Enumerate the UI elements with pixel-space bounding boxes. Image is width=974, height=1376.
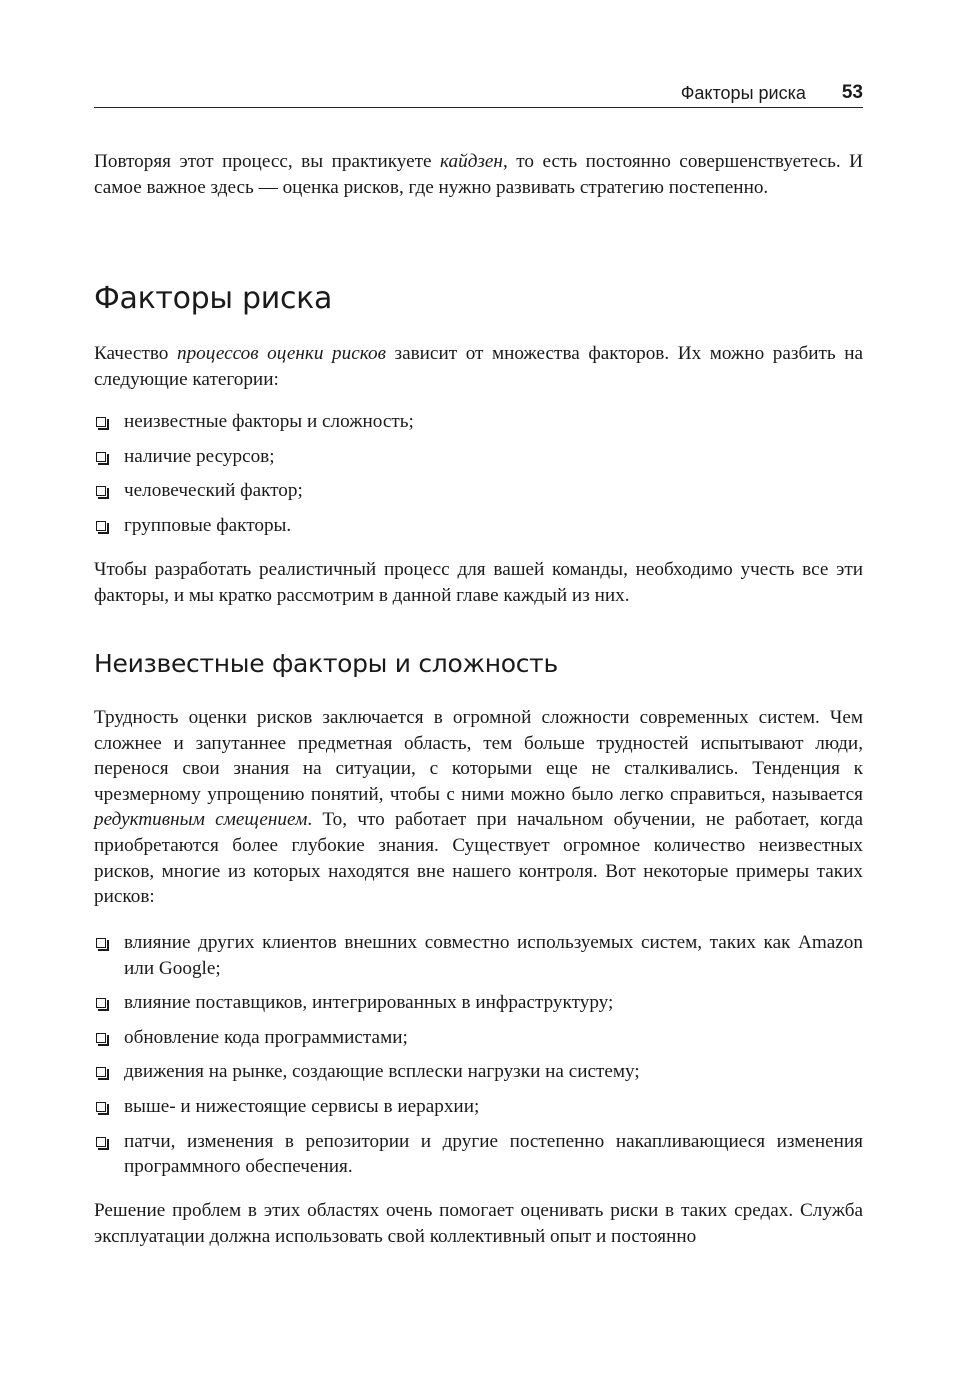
list-item <box>94 513 863 539</box>
list-item-text: наличие ресурсов; <box>124 445 275 467</box>
page-number: 53 <box>841 82 863 103</box>
list-item <box>94 1129 863 1180</box>
list-item-text: неизвестные факторы и сложность; <box>124 411 414 432</box>
list-item-text: человеческий фактор; <box>124 480 303 502</box>
section1-paragraph-1 <box>94 341 863 392</box>
subsection-title: Неизвестные факторы и сложность <box>94 649 558 678</box>
section2-paragraph-2: Решение проблем в этих областях очень помогает оценивать риски в таких средах. Служба эксплуатации должна использовать свой коллективный опыт и постоянно <box>94 1200 863 1247</box>
section-risk-factors <box>94 281 863 317</box>
running-title: Факторы риска <box>680 83 806 103</box>
section2-paragraph-1 <box>94 705 863 910</box>
s2-text-2: . То, что работает при начальном обучении, не работает, когда приобретаются более глубокие знания. Существует огромное количество неизвестных рисков, многие из которых находятся вне нашего контроля. Вот некоторые примеры таких рисков: <box>94 809 864 908</box>
intro-text-1: Повторяя этот процесс, вы практикуете <box>94 151 441 172</box>
list-item-text: групповые факторы. <box>124 514 292 536</box>
intro-emphasis: кайдзен <box>440 151 503 172</box>
checkbox-bullet-icon <box>96 1102 106 1112</box>
list-item-text: выше- и нижестоящие сервисы в иерархии; <box>124 1095 480 1117</box>
checkbox-bullet-icon <box>96 1137 106 1147</box>
section-unknowns <box>94 648 863 680</box>
list-item <box>94 409 863 435</box>
list-item-text: патчи, изменения в репозитории и другие постепенно накапливающиеся изменения программного обеспечения. <box>124 1130 863 1178</box>
checkbox-bullet-icon <box>96 486 106 496</box>
list-item <box>94 1025 863 1051</box>
intro-paragraph <box>94 149 863 200</box>
list-item <box>94 1094 863 1120</box>
section-title: Факторы риска <box>94 281 333 316</box>
list-item <box>94 444 863 470</box>
section1-list <box>94 409 863 538</box>
s2-emphasis: редуктивным смещением <box>94 809 308 831</box>
list-item-text: обновление кода программистами; <box>124 1026 408 1048</box>
section2-body <box>94 705 863 910</box>
checkbox-bullet-icon <box>96 938 106 948</box>
list-item <box>94 930 863 981</box>
s2-text-1: Трудность оценки рисков заключается в огромной сложности современных систем. Чем сложнее и запутаннее предметная область, тем больше трудностей испытывают люди, перенося свои знания на ситуации, с которыми еще не сталкивались. Тенденция к чрезмерному упрощению понятий, чтобы с ними можно было легко справиться, называется <box>94 707 863 805</box>
s1-emphasis: процессов оценки рисков <box>176 343 386 364</box>
checkbox-bullet-icon <box>96 452 106 462</box>
list-item <box>94 1059 863 1085</box>
list-item-text: влияние поставщиков, интегрированных в инфраструктуру; <box>124 992 614 1014</box>
s1-text-1: Качество <box>94 343 177 364</box>
section2-list <box>94 930 863 1180</box>
section1-body <box>94 341 863 392</box>
list-item <box>94 478 863 504</box>
intro-block <box>94 149 863 200</box>
section1-paragraph-2: Чтобы разработать реалистичный процесс для вашей команды, необходимо учесть все эти факторы, и мы кратко рассмотрим в данной главе каждый из них. <box>94 559 863 606</box>
intro-text-2: , то есть постоянно совершенствуетесь. И самое важное здесь — оценка рисков, где нужно развивать стратегию постепенно. <box>94 151 863 198</box>
running-header <box>94 80 863 108</box>
checkbox-bullet-icon <box>96 1033 106 1043</box>
list-item <box>94 990 863 1016</box>
section2-closing <box>94 1198 863 1249</box>
checkbox-bullet-icon <box>96 1067 106 1077</box>
s1-text-2: зависит от множества факторов. Их можно разбить на следующие категории: <box>94 343 864 390</box>
checkbox-bullet-icon <box>96 998 106 1008</box>
section1-closing <box>94 557 863 608</box>
checkbox-bullet-icon <box>96 417 106 427</box>
checkbox-bullet-icon <box>96 521 106 531</box>
list-item-text: движения на рынке, создающие всплески нагрузки на систему; <box>124 1061 640 1083</box>
list-item-text: влияние других клиентов внешних совместно используемых систем, таких как Amazon или Google; <box>124 932 863 979</box>
